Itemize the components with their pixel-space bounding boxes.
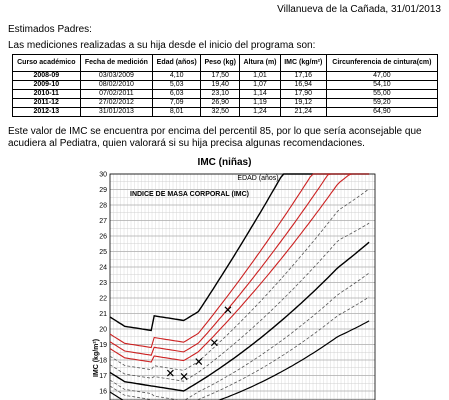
table-cell: 1,19 — [240, 99, 281, 108]
y-tick-label: 19 — [99, 342, 107, 349]
table-cell: 21,24 — [280, 108, 326, 117]
y-axis-ticks — [99, 172, 107, 400]
table-cell: 1,14 — [240, 90, 281, 99]
y-tick-label: 17 — [99, 373, 107, 380]
measurement-points — [167, 307, 231, 380]
y-tick-label: 28 — [99, 202, 107, 210]
table-cell: 2011-12 — [13, 99, 81, 108]
table-cell: 8,01 — [153, 108, 201, 117]
table-cell: 32,50 — [201, 108, 240, 117]
chart-grid — [110, 174, 375, 400]
table-cell: 26,90 — [201, 99, 240, 108]
header-peso: Peso (kg) — [201, 55, 240, 72]
table-cell: 2012-13 — [13, 108, 81, 117]
y-axis-label: IMC (kg/m²) — [93, 338, 100, 378]
plot-frame — [110, 174, 375, 400]
y-tick-label: 18 — [99, 357, 107, 365]
table-cell: 17,16 — [280, 72, 326, 81]
table-cell: 1,24 — [240, 108, 281, 117]
table-cell: 16,94 — [280, 81, 326, 90]
y-tick-label: 22 — [99, 295, 107, 303]
table-cell: 47,00 — [326, 72, 437, 81]
y-tick-label: 20 — [99, 326, 107, 334]
header-imc: IMC (kg/m²) — [280, 55, 326, 72]
measurement-marker — [181, 373, 187, 379]
table-cell: 23,10 — [201, 90, 240, 99]
top-axis-label: EDAD (años) — [237, 175, 279, 182]
header-cintura: Circunferencia de cintura(cm) — [326, 55, 437, 72]
y-tick-label: 26 — [99, 233, 107, 241]
table-cell: 31/01/2013 — [80, 108, 153, 117]
y-tick-label: 27 — [99, 218, 107, 225]
table-cell: 27/02/2012 — [80, 99, 153, 108]
table-cell: 2009-10 — [13, 81, 81, 90]
table-cell: 03/03/2009 — [80, 72, 153, 81]
table-cell: 5,03 — [153, 81, 201, 90]
table-cell: 17,50 — [201, 72, 240, 81]
table-cell: 2008-09 — [13, 72, 81, 81]
table-cell: 17,90 — [280, 90, 326, 99]
y-tick-label: 30 — [99, 171, 107, 179]
table-row — [13, 108, 438, 117]
y-tick-label: 29 — [99, 187, 107, 194]
table-cell: 19,40 — [201, 81, 240, 90]
chart-inner-title: INDICE DE MASA CORPORAL (IMC) — [130, 191, 249, 198]
table-cell: 19,12 — [280, 99, 326, 108]
table-cell: 59,20 — [326, 99, 437, 108]
y-tick-label: 25 — [99, 249, 107, 256]
y-tick-label: 23 — [99, 280, 107, 287]
table-cell: 1,01 — [240, 72, 281, 81]
table-row — [13, 90, 438, 99]
table-cell: 07/02/2011 — [80, 90, 153, 99]
y-tick-label: 16 — [99, 388, 107, 396]
intro-text: Las mediciones realizadas a su hija desde el inicio del programa son: — [8, 40, 316, 51]
table-cell: 64,90 — [326, 108, 437, 117]
chart-title: IMC (niñas) — [197, 157, 252, 168]
table-row — [13, 81, 438, 90]
measurement-marker — [167, 370, 173, 376]
table-header-row — [13, 55, 438, 72]
imc-chart — [0, 168, 449, 400]
measurement-marker — [225, 307, 231, 313]
table-cell: 54,10 — [326, 81, 437, 90]
table-row — [13, 72, 438, 81]
table-cell: 6,03 — [153, 90, 201, 99]
letter-date: Villanueva de la Cañada, 31/01/2013 — [277, 4, 441, 15]
table-cell: 2010-11 — [13, 90, 81, 99]
y-tick-label: 21 — [99, 311, 107, 318]
recommendation-paragraph: Este valor de IMC se encuentra por encima del percentil 85, por lo que sería aconsejable que acudiera al Pediatra, quien valorará si su hija precisa algunas recomendaciones. — [8, 126, 422, 149]
table-row — [13, 99, 438, 108]
header-altura: Altura (m) — [240, 55, 281, 72]
y-tick-label: 24 — [99, 264, 107, 272]
header-curso: Curso académico — [13, 55, 81, 72]
table-cell: 1,07 — [240, 81, 281, 90]
table-cell: 08/02/2010 — [80, 81, 153, 90]
header-fecha: Fecha de medición — [80, 55, 153, 72]
greeting: Estimados Padres: — [8, 24, 92, 35]
table-cell: 7,09 — [153, 99, 201, 108]
header-edad: Edad (años) — [153, 55, 201, 72]
table-cell: 55,00 — [326, 90, 437, 99]
measurements-table — [12, 54, 438, 117]
table-cell: 4,10 — [153, 72, 201, 81]
